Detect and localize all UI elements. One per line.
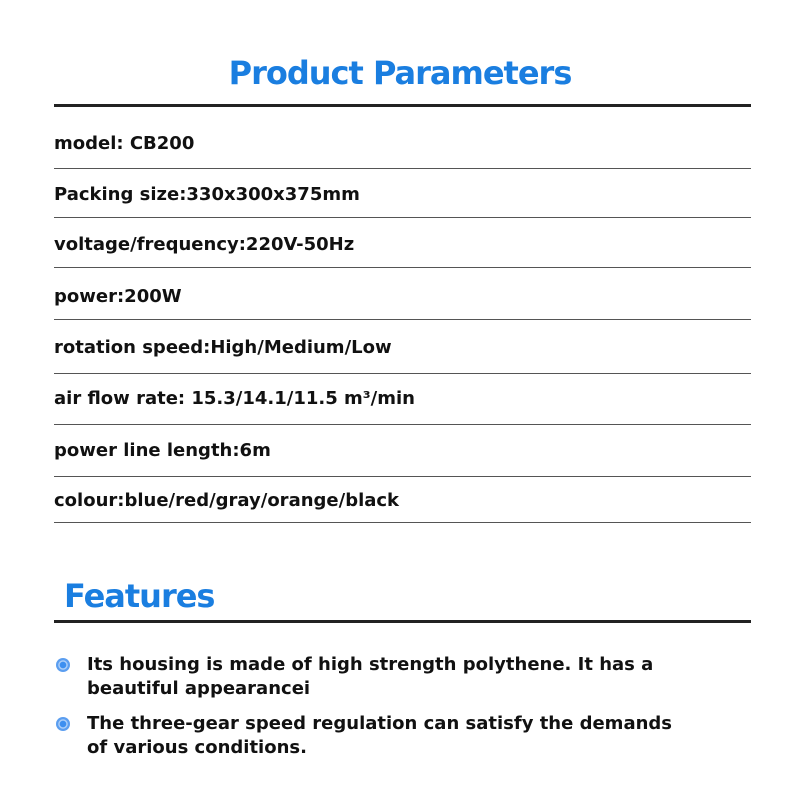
parameter-voltage-frequency: voltage/frequency:220V-50Hz xyxy=(54,234,355,255)
bullet-dot-icon xyxy=(56,658,70,672)
row-divider xyxy=(54,267,751,268)
row-divider xyxy=(54,168,751,169)
row-divider xyxy=(54,522,751,523)
feature-text: Its housing is made of high strength polythene. It has a beautiful appearancei xyxy=(87,654,654,699)
row-divider xyxy=(54,319,751,320)
feature-text: The three-gear speed regulation can satisfy the demands of various conditions. xyxy=(87,713,672,758)
parameter-air-flow-rate: air flow rate: 15.3/14.1/11.5 m³/min xyxy=(54,388,415,409)
parameter-packing-size: Packing size:330x300x375mm xyxy=(54,184,360,205)
parameter-power-line-length: power line length:6m xyxy=(54,440,271,461)
row-divider xyxy=(54,424,751,425)
row-divider xyxy=(54,476,751,477)
row-divider xyxy=(54,217,751,218)
page-title: Product Parameters xyxy=(228,54,572,92)
bullet-dot-icon xyxy=(56,717,70,731)
parameter-model: model: CB200 xyxy=(54,133,195,154)
features-title: Features xyxy=(64,577,215,615)
row-divider xyxy=(54,373,751,374)
title-divider xyxy=(54,104,751,107)
feature-item xyxy=(56,653,696,701)
feature-item xyxy=(56,712,696,760)
features-divider xyxy=(54,620,751,623)
parameter-rotation-speed: rotation speed:High/Medium/Low xyxy=(54,337,392,358)
parameter-colour: colour:blue/red/gray/orange/black xyxy=(54,490,400,511)
parameter-power: power:200W xyxy=(54,286,182,307)
